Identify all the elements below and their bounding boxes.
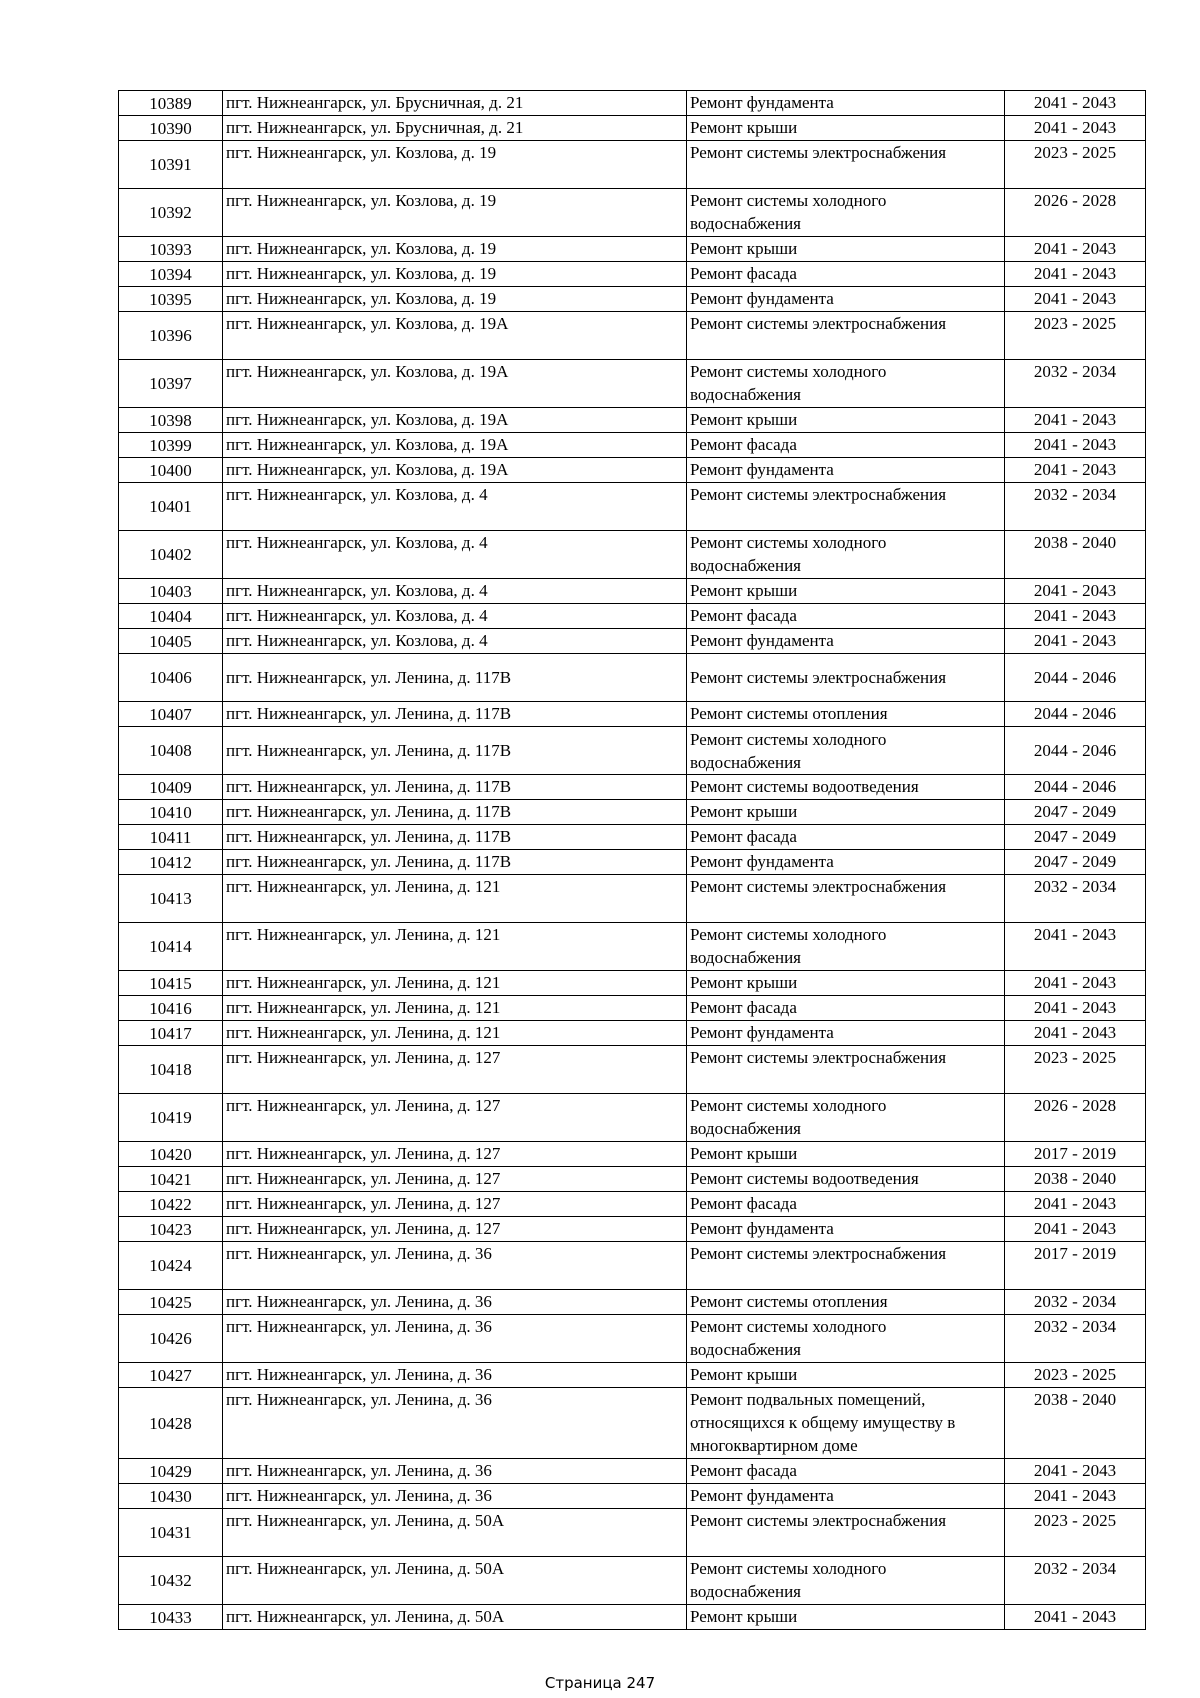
row-number: 10392 [119,189,223,237]
table-row [119,1167,1146,1192]
table-row [119,1242,1146,1290]
table-row [119,996,1146,1021]
row-address: пгт. Нижнеангарск, ул. Ленина, д. 36 [223,1459,687,1484]
row-work-type: Ремонт системы электроснабжения [687,483,1005,531]
row-work-type: Ремонт системы отопления [687,702,1005,727]
table-row [119,1509,1146,1557]
row-address: пгт. Нижнеангарск, ул. Ленина, д. 121 [223,971,687,996]
row-number: 10429 [119,1459,223,1484]
row-period: 2044 - 2046 [1005,654,1146,702]
row-period: 2023 - 2025 [1005,1046,1146,1094]
table-row [119,312,1146,360]
row-period: 2041 - 2043 [1005,579,1146,604]
row-period: 2041 - 2043 [1005,1021,1146,1046]
table-body [119,91,1146,1630]
row-number: 10397 [119,360,223,408]
row-period: 2032 - 2034 [1005,1557,1146,1605]
row-number: 10419 [119,1094,223,1142]
table-row [119,483,1146,531]
row-work-type: Ремонт системы электроснабжения [687,141,1005,189]
row-number: 10412 [119,850,223,875]
row-number: 10405 [119,629,223,654]
row-work-type: Ремонт фасада [687,604,1005,629]
row-work-type: Ремонт системы холодного водоснабжения [687,1315,1005,1363]
row-number: 10402 [119,531,223,579]
row-work-type: Ремонт крыши [687,579,1005,604]
row-address: пгт. Нижнеангарск, ул. Ленина, д. 127 [223,1094,687,1142]
row-address: пгт. Нижнеангарск, ул. Ленина, д. 36 [223,1315,687,1363]
row-number: 10415 [119,971,223,996]
row-address: пгт. Нижнеангарск, ул. Ленина, д. 117В [223,654,687,702]
row-work-type: Ремонт фундамента [687,1484,1005,1509]
row-address: пгт. Нижнеангарск, ул. Ленина, д. 127 [223,1217,687,1242]
row-number: 10424 [119,1242,223,1290]
page-number: Страница 247 [544,1674,656,1692]
row-address: пгт. Нижнеангарск, ул. Козлова, д. 19 [223,262,687,287]
row-work-type: Ремонт фундамента [687,629,1005,654]
row-period: 2041 - 2043 [1005,408,1146,433]
table-row [119,1192,1146,1217]
row-period: 2032 - 2034 [1005,1315,1146,1363]
row-work-type: Ремонт системы холодного водоснабжения [687,727,1005,775]
row-number: 10393 [119,237,223,262]
row-period: 2041 - 2043 [1005,996,1146,1021]
row-work-type: Ремонт крыши [687,1605,1005,1630]
row-period: 2041 - 2043 [1005,971,1146,996]
row-period: 2041 - 2043 [1005,262,1146,287]
row-address: пгт. Нижнеангарск, ул. Ленина, д. 36 [223,1484,687,1509]
table-row [119,1290,1146,1315]
row-period: 2038 - 2040 [1005,531,1146,579]
row-work-type: Ремонт фундамента [687,1021,1005,1046]
row-number: 10420 [119,1142,223,1167]
row-number: 10408 [119,727,223,775]
row-work-type: Ремонт системы холодного водоснабжения [687,360,1005,408]
row-period: 2041 - 2043 [1005,1484,1146,1509]
table-row [119,433,1146,458]
row-number: 10416 [119,996,223,1021]
table-row [119,971,1146,996]
table-row [119,1021,1146,1046]
row-period: 2044 - 2046 [1005,727,1146,775]
row-address: пгт. Нижнеангарск, ул. Ленина, д. 36 [223,1290,687,1315]
row-work-type: Ремонт крыши [687,116,1005,141]
row-number: 10426 [119,1315,223,1363]
row-address: пгт. Нижнеангарск, ул. Ленина, д. 127 [223,1167,687,1192]
row-period: 2041 - 2043 [1005,433,1146,458]
row-work-type: Ремонт крыши [687,1363,1005,1388]
row-address: пгт. Нижнеангарск, ул. Ленина, д. 117В [223,850,687,875]
row-period: 2044 - 2046 [1005,775,1146,800]
table-row [119,458,1146,483]
row-address: пгт. Нижнеангарск, ул. Козлова, д. 19А [223,458,687,483]
row-work-type: Ремонт системы электроснабжения [687,312,1005,360]
row-number: 10414 [119,923,223,971]
row-period: 2041 - 2043 [1005,91,1146,116]
row-period: 2041 - 2043 [1005,287,1146,312]
row-work-type: Ремонт фасада [687,433,1005,458]
row-period: 2041 - 2043 [1005,237,1146,262]
row-address: пгт. Нижнеангарск, ул. Козлова, д. 19А [223,408,687,433]
table-row [119,116,1146,141]
row-number: 10396 [119,312,223,360]
table-row [119,1315,1146,1363]
table-row [119,1094,1146,1142]
row-address: пгт. Нижнеангарск, ул. Ленина, д. 117В [223,775,687,800]
row-number: 10390 [119,116,223,141]
row-address: пгт. Нижнеангарск, ул. Ленина, д. 127 [223,1046,687,1094]
row-work-type: Ремонт системы холодного водоснабжения [687,189,1005,237]
row-work-type: Ремонт фасада [687,996,1005,1021]
row-address: пгт. Нижнеангарск, ул. Ленина, д. 117В [223,800,687,825]
row-work-type: Ремонт крыши [687,971,1005,996]
table-row [119,775,1146,800]
table-row [119,850,1146,875]
row-address: пгт. Нижнеангарск, ул. Ленина, д. 127 [223,1142,687,1167]
table-row [119,654,1146,702]
table-row [119,702,1146,727]
table-row [119,1605,1146,1630]
row-number: 10407 [119,702,223,727]
table-row [119,91,1146,116]
row-period: 2038 - 2040 [1005,1167,1146,1192]
row-work-type: Ремонт фасада [687,262,1005,287]
row-address: пгт. Нижнеангарск, ул. Ленина, д. 36 [223,1242,687,1290]
row-work-type: Ремонт системы холодного водоснабжения [687,531,1005,579]
row-period: 2023 - 2025 [1005,141,1146,189]
row-number: 10404 [119,604,223,629]
row-period: 2041 - 2043 [1005,116,1146,141]
row-number: 10401 [119,483,223,531]
row-period: 2041 - 2043 [1005,1605,1146,1630]
repair-schedule-table [118,90,1146,1630]
row-work-type: Ремонт системы электроснабжения [687,1046,1005,1094]
table-row [119,629,1146,654]
row-address: пгт. Нижнеангарск, ул. Ленина, д. 117В [223,702,687,727]
table-row [119,1217,1146,1242]
row-number: 10430 [119,1484,223,1509]
table-row [119,141,1146,189]
row-period: 2041 - 2043 [1005,1192,1146,1217]
table-row [119,800,1146,825]
table-row [119,1459,1146,1484]
row-work-type: Ремонт фасада [687,1459,1005,1484]
row-period: 2023 - 2025 [1005,1363,1146,1388]
table-row [119,360,1146,408]
row-address: пгт. Нижнеангарск, ул. Ленина, д. 127 [223,1192,687,1217]
row-work-type: Ремонт фундамента [687,458,1005,483]
row-address: пгт. Нижнеангарск, ул. Ленина, д. 121 [223,875,687,923]
row-address: пгт. Нижнеангарск, ул. Ленина, д. 121 [223,1021,687,1046]
page-footer [0,1674,1200,1692]
row-work-type: Ремонт системы отопления [687,1290,1005,1315]
row-work-type: Ремонт фасада [687,1192,1005,1217]
row-period: 2017 - 2019 [1005,1242,1146,1290]
table-row [119,237,1146,262]
row-period: 2026 - 2028 [1005,1094,1146,1142]
row-address: пгт. Нижнеангарск, ул. Козлова, д. 4 [223,531,687,579]
row-period: 2017 - 2019 [1005,1142,1146,1167]
row-number: 10409 [119,775,223,800]
table-row [119,1142,1146,1167]
row-period: 2041 - 2043 [1005,1217,1146,1242]
row-number: 10411 [119,825,223,850]
row-number: 10406 [119,654,223,702]
table-row [119,1363,1146,1388]
row-number: 10422 [119,1192,223,1217]
table-row [119,1484,1146,1509]
row-number: 10427 [119,1363,223,1388]
row-work-type: Ремонт системы холодного водоснабжения [687,1557,1005,1605]
table-row [119,923,1146,971]
row-period: 2041 - 2043 [1005,1459,1146,1484]
row-period: 2023 - 2025 [1005,1509,1146,1557]
row-period: 2041 - 2043 [1005,604,1146,629]
row-period: 2041 - 2043 [1005,629,1146,654]
row-number: 10389 [119,91,223,116]
row-period: 2032 - 2034 [1005,483,1146,531]
row-period: 2041 - 2043 [1005,923,1146,971]
row-work-type: Ремонт системы электроснабжения [687,1509,1005,1557]
row-number: 10421 [119,1167,223,1192]
row-period: 2044 - 2046 [1005,702,1146,727]
row-work-type: Ремонт крыши [687,800,1005,825]
row-period: 2032 - 2034 [1005,1290,1146,1315]
row-period: 2047 - 2049 [1005,800,1146,825]
row-period: 2026 - 2028 [1005,189,1146,237]
row-work-type: Ремонт системы водоотведения [687,1167,1005,1192]
row-address: пгт. Нижнеангарск, ул. Ленина, д. 50А [223,1557,687,1605]
row-period: 2038 - 2040 [1005,1388,1146,1459]
row-address: пгт. Нижнеангарск, ул. Ленина, д. 117В [223,825,687,850]
row-address: пгт. Нижнеангарск, ул. Козлова, д. 19 [223,141,687,189]
row-number: 10432 [119,1557,223,1605]
table-row [119,875,1146,923]
row-number: 10425 [119,1290,223,1315]
table-row [119,727,1146,775]
row-work-type: Ремонт подвальных помещений, относящихся к общему имуществу в многоквартирном доме [687,1388,1005,1459]
row-number: 10391 [119,141,223,189]
row-work-type: Ремонт системы электроснабжения [687,1242,1005,1290]
row-period: 2047 - 2049 [1005,850,1146,875]
table-row [119,531,1146,579]
row-period: 2047 - 2049 [1005,825,1146,850]
row-address: пгт. Нижнеангарск, ул. Ленина, д. 121 [223,996,687,1021]
row-number: 10394 [119,262,223,287]
table-row [119,408,1146,433]
row-address: пгт. Нижнеангарск, ул. Козлова, д. 4 [223,483,687,531]
row-address: пгт. Нижнеангарск, ул. Ленина, д. 121 [223,923,687,971]
row-address: пгт. Нижнеангарск, ул. Козлова, д. 19А [223,433,687,458]
row-period: 2041 - 2043 [1005,458,1146,483]
table-row [119,825,1146,850]
row-address: пгт. Нижнеангарск, ул. Козлова, д. 4 [223,579,687,604]
row-work-type: Ремонт системы холодного водоснабжения [687,1094,1005,1142]
table-row [119,189,1146,237]
row-number: 10403 [119,579,223,604]
row-work-type: Ремонт системы водоотведения [687,775,1005,800]
row-address: пгт. Нижнеангарск, ул. Ленина, д. 117В [223,727,687,775]
row-period: 2032 - 2034 [1005,875,1146,923]
row-work-type: Ремонт системы холодного водоснабжения [687,923,1005,971]
row-address: пгт. Нижнеангарск, ул. Козлова, д. 4 [223,629,687,654]
row-period: 2023 - 2025 [1005,312,1146,360]
row-work-type: Ремонт крыши [687,1142,1005,1167]
row-work-type: Ремонт системы электроснабжения [687,654,1005,702]
row-address: пгт. Нижнеангарск, ул. Козлова, д. 4 [223,604,687,629]
row-work-type: Ремонт фундамента [687,1217,1005,1242]
row-number: 10399 [119,433,223,458]
table-row [119,262,1146,287]
row-number: 10428 [119,1388,223,1459]
row-work-type: Ремонт фасада [687,825,1005,850]
row-address: пгт. Нижнеангарск, ул. Ленина, д. 36 [223,1388,687,1459]
row-period: 2032 - 2034 [1005,360,1146,408]
row-address: пгт. Нижнеангарск, ул. Козлова, д. 19 [223,189,687,237]
row-number: 10400 [119,458,223,483]
table-row [119,287,1146,312]
row-work-type: Ремонт фундамента [687,287,1005,312]
row-work-type: Ремонт фундамента [687,850,1005,875]
table-row [119,604,1146,629]
table-row [119,579,1146,604]
row-address: пгт. Нижнеангарск, ул. Козлова, д. 19А [223,360,687,408]
row-number: 10433 [119,1605,223,1630]
row-number: 10410 [119,800,223,825]
row-number: 10418 [119,1046,223,1094]
row-number: 10431 [119,1509,223,1557]
row-address: пгт. Нижнеангарск, ул. Козлова, д. 19А [223,312,687,360]
table-row [119,1046,1146,1094]
table-row [119,1557,1146,1605]
table-row [119,1388,1146,1459]
row-address: пгт. Нижнеангарск, ул. Козлова, д. 19 [223,287,687,312]
row-number: 10417 [119,1021,223,1046]
row-work-type: Ремонт крыши [687,237,1005,262]
row-address: пгт. Нижнеангарск, ул. Брусничная, д. 21 [223,116,687,141]
row-address: пгт. Нижнеангарск, ул. Ленина, д. 50А [223,1509,687,1557]
row-address: пгт. Нижнеангарск, ул. Ленина, д. 50А [223,1605,687,1630]
row-address: пгт. Нижнеангарск, ул. Ленина, д. 36 [223,1363,687,1388]
row-number: 10423 [119,1217,223,1242]
row-work-type: Ремонт системы электроснабжения [687,875,1005,923]
row-number: 10413 [119,875,223,923]
row-number: 10395 [119,287,223,312]
row-address: пгт. Нижнеангарск, ул. Козлова, д. 19 [223,237,687,262]
row-number: 10398 [119,408,223,433]
row-address: пгт. Нижнеангарск, ул. Брусничная, д. 21 [223,91,687,116]
row-work-type: Ремонт крыши [687,408,1005,433]
row-work-type: Ремонт фундамента [687,91,1005,116]
